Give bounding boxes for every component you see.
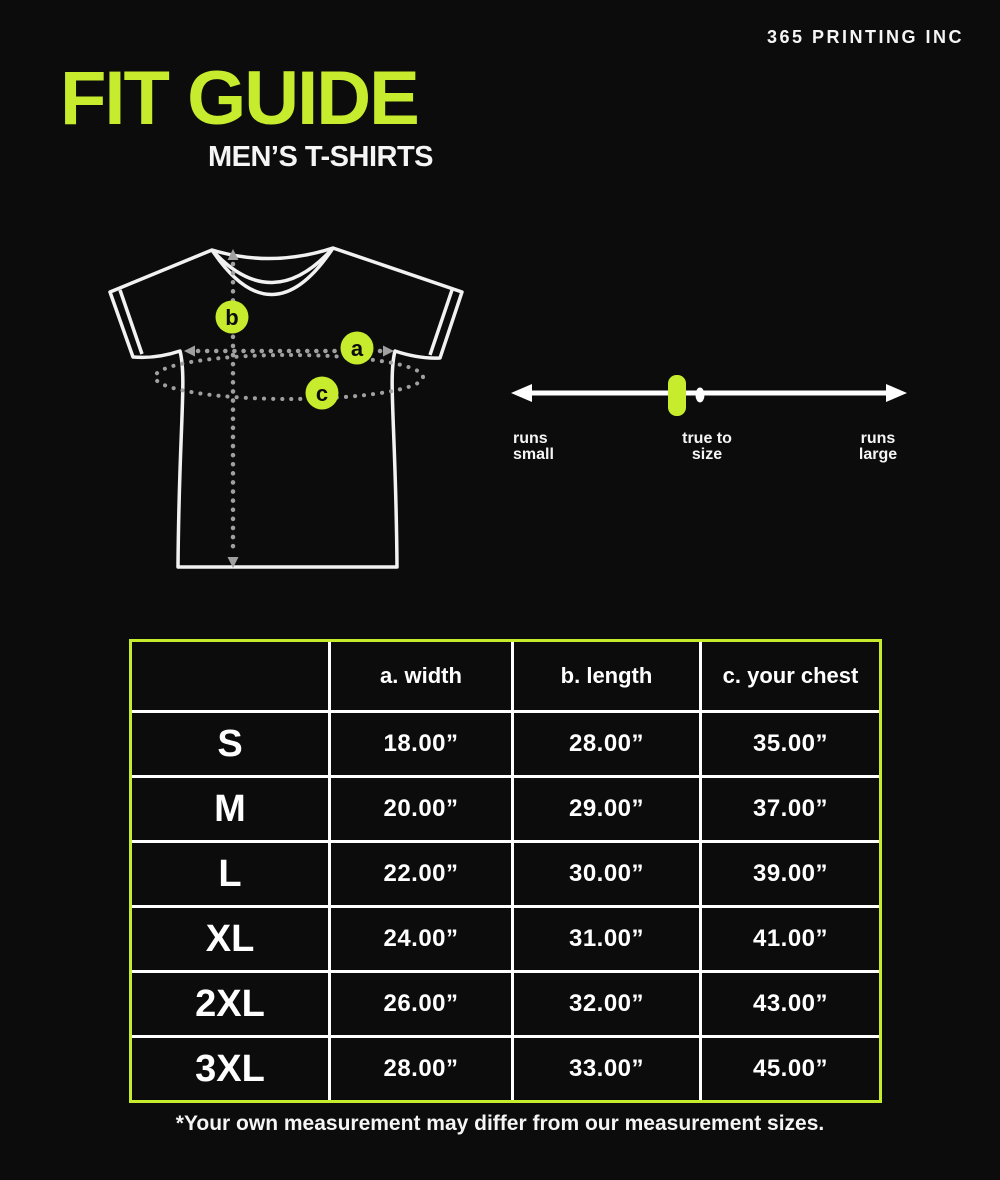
measurement-disclaimer: *Your own measurement may differ from our measurement sizes. xyxy=(175,1112,825,1135)
header-length: b. length xyxy=(514,642,699,710)
header-size xyxy=(132,642,328,710)
fit-scale-label-true-to-size xyxy=(647,431,767,463)
fit-scale-label-runs-large xyxy=(818,431,938,463)
left-cuff-seam xyxy=(120,290,142,354)
page-title: FIT GUIDE xyxy=(60,56,418,141)
marker-a xyxy=(341,332,374,365)
row-m-width: 20.00” xyxy=(331,778,511,840)
fit-scale-dot xyxy=(696,388,705,403)
runs-large-line1: runs xyxy=(860,430,896,447)
row-m-size: M xyxy=(132,778,328,840)
fit-scale xyxy=(505,362,913,424)
marker-b xyxy=(216,301,249,334)
header-width: a. width xyxy=(331,642,511,710)
row-3xl-width: 28.00” xyxy=(331,1038,511,1100)
row-2xl-size: 2XL xyxy=(132,973,328,1035)
fit-scale-label-runs-small xyxy=(513,431,593,463)
row-s-chest: 35.00” xyxy=(702,713,879,775)
fit-scale-marker xyxy=(668,375,686,416)
size-table xyxy=(129,639,882,1103)
tshirt-diagram xyxy=(90,228,470,583)
row-m-length: 29.00” xyxy=(514,778,699,840)
true-to-size-line2: size xyxy=(691,446,723,463)
page-subtitle: MEN’S T-SHIRTS xyxy=(207,141,433,173)
row-m-chest: 37.00” xyxy=(702,778,879,840)
width-arrow-right xyxy=(383,346,394,357)
right-cuff-seam xyxy=(430,290,452,355)
fit-scale-arrow-left xyxy=(511,384,532,402)
marker-c xyxy=(306,377,339,410)
row-l-width: 22.00” xyxy=(331,843,511,905)
row-l-size: L xyxy=(132,843,328,905)
runs-small-line1: runs xyxy=(513,430,548,447)
row-xl-chest: 41.00” xyxy=(702,908,879,970)
row-3xl-chest: 45.00” xyxy=(702,1038,879,1100)
fit-scale-arrow-right xyxy=(886,384,907,402)
row-xl-width: 24.00” xyxy=(331,908,511,970)
chest-dotted-ellipse xyxy=(155,355,423,399)
true-to-size-line1: true to xyxy=(682,430,732,447)
row-s-length: 28.00” xyxy=(514,713,699,775)
tshirt-outline-shape xyxy=(110,248,462,567)
row-3xl-length: 33.00” xyxy=(514,1038,699,1100)
width-arrow-left xyxy=(184,346,195,357)
row-xl-length: 31.00” xyxy=(514,908,699,970)
row-2xl-chest: 43.00” xyxy=(702,973,879,1035)
marker-a-label: a xyxy=(350,336,364,361)
row-s-width: 18.00” xyxy=(331,713,511,775)
row-2xl-length: 32.00” xyxy=(514,973,699,1035)
brand-name: 365 PRINTING INC xyxy=(766,27,964,47)
row-l-length: 30.00” xyxy=(514,843,699,905)
marker-b-label: b xyxy=(225,305,239,330)
row-3xl-size: 3XL xyxy=(132,1038,328,1100)
runs-small-line2: small xyxy=(513,446,554,463)
marker-c-label: c xyxy=(315,381,329,406)
row-2xl-width: 26.00” xyxy=(331,973,511,1035)
header-chest: c. your chest xyxy=(702,642,879,710)
row-s-size: S xyxy=(132,713,328,775)
row-l-chest: 39.00” xyxy=(702,843,879,905)
row-xl-size: XL xyxy=(132,908,328,970)
runs-large-line2: large xyxy=(858,446,898,463)
